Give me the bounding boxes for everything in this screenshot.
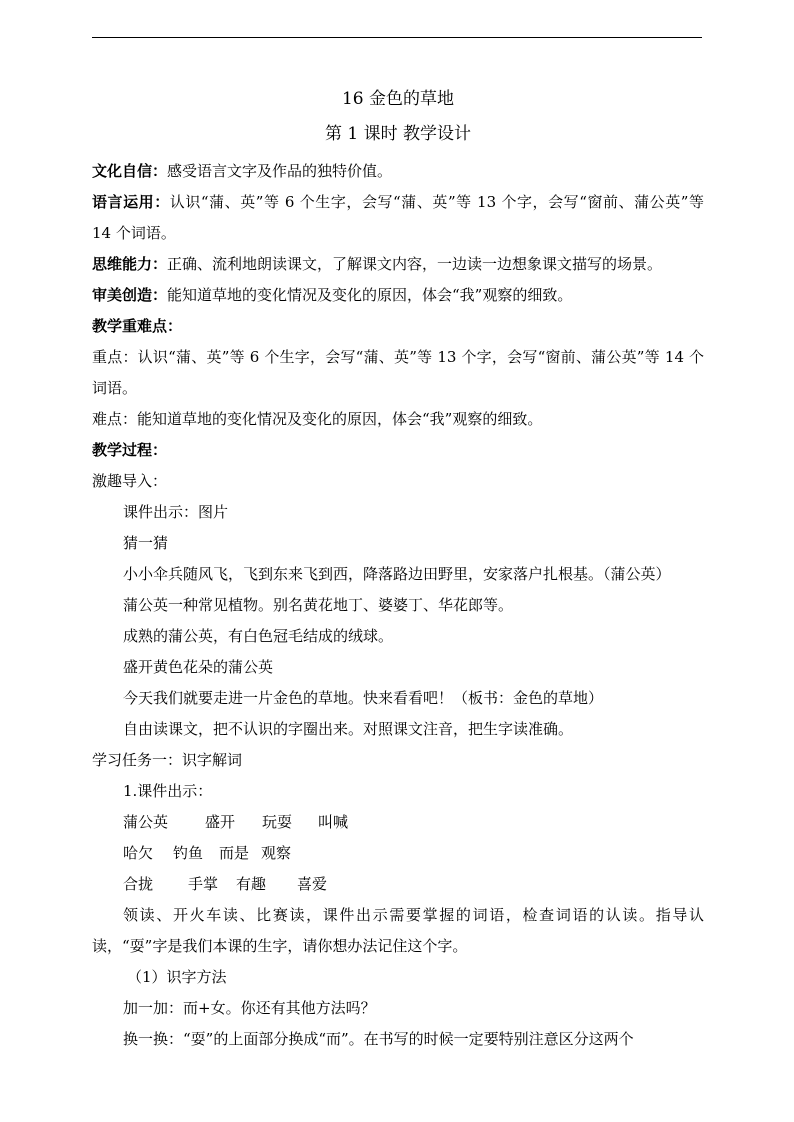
intro-line: 自由读课文，把不认识的字圈出来。对照课文注音，把生字读准确。 — [123, 720, 574, 738]
header-rule — [92, 37, 702, 38]
intro-line: 成熟的蒲公英，有白色冠毛结成的绒球。 — [123, 627, 394, 645]
intro-line: 今天我们就要走进一片金色的草地。快来看看吧！（板书：金色的草地） — [123, 689, 604, 707]
goal-text: 认识“蒲、英”等 6 个生字，会写“蒲、英”等 13 个字，会写“窗前、蒲公英”等 14 个词语。 — [92, 193, 704, 242]
task1-intro: 1.课件出示： — [123, 782, 213, 800]
process-heading: 教学过程： — [92, 441, 168, 459]
goal-culture — [92, 156, 704, 187]
vocab-word: 钓鱼 — [173, 844, 204, 862]
intro-line: 盛开黄色花朵的蒲公英 — [123, 658, 274, 676]
intro-line: 课件出示：图片 — [123, 503, 229, 521]
document-subtitle: 第 1 课时 教学设计 — [324, 124, 472, 144]
method-heading: （1）识字方法 — [127, 968, 227, 986]
intro-line: 蒲公英一种常见植物。别名黄花地丁、婆婆丁、华花郎等。 — [123, 596, 514, 614]
vocab-word: 盛开 — [205, 813, 236, 831]
vocab-word: 玩耍 — [262, 813, 293, 831]
document-title: 16 金色的草地 — [341, 89, 455, 109]
intro-heading: 激趣导入： — [92, 472, 168, 490]
vocab-word: 哈欠 — [123, 844, 154, 862]
goal-aesthetic — [92, 280, 704, 311]
word-row — [92, 807, 704, 838]
goal-label: 思维能力： — [92, 255, 168, 273]
goal-label: 文化自信： — [92, 162, 168, 180]
intro-line: 猜一猜 — [123, 534, 169, 552]
goal-thinking — [92, 249, 704, 280]
guide-paragraph: 领读、开火车读、比赛读，课件出示需要掌握的词语，检查词语的认读。指导认读，“耍”字是我们本课的生字，请你想办法记住这个字。 — [92, 906, 704, 955]
word-row — [92, 869, 704, 900]
vocab-word: 而是 — [219, 844, 250, 862]
goal-language — [92, 187, 704, 249]
key-points-heading: 教学重难点： — [92, 317, 183, 335]
vocab-word: 叫喊 — [318, 813, 349, 831]
goal-label: 审美创造： — [92, 286, 168, 304]
vocab-word: 有趣 — [236, 875, 267, 893]
key-point-difficulty: 难点：能知道草地的变化情况及变化的原因，体会“我”观察的细致。 — [92, 410, 543, 428]
vocab-word: 手掌 — [188, 875, 219, 893]
goal-text: 能知道草地的变化情况及变化的原因，体会“我”观察的细致。 — [167, 286, 573, 304]
key-point-focus: 重点：认识“蒲、英”等 6 个生字，会写“蒲、英”等 13 个字，会写“窗前、蒲公英”等 14 个词语。 — [92, 348, 704, 397]
goal-text: 正确、流利地朗读课文，了解课文内容，一边读一边想象课文描写的场景。 — [167, 255, 663, 273]
vocab-word: 喜爱 — [297, 875, 328, 893]
goal-text: 感受语言文字及作品的独特价值。 — [167, 162, 393, 180]
method-line: 加一加：而+女。你还有其他方法吗？ — [123, 999, 376, 1017]
document-body — [92, 84, 704, 1055]
intro-line: 小小伞兵随风飞，飞到东来飞到西，降落路边田野里，安家落户扎根基。（蒲公英） — [123, 565, 671, 583]
method-line: 换一换：“耍”的上面部分换成“而”。在书写的时候一定要特别注意区分这两个 — [123, 1030, 634, 1048]
vocab-word: 合拢 — [123, 875, 154, 893]
vocab-word: 蒲公英 — [123, 813, 169, 831]
vocab-word: 观察 — [261, 844, 292, 862]
word-row — [92, 838, 704, 869]
goal-label: 语言运用： — [92, 193, 170, 211]
task1-heading: 学习任务一：识字解词 — [92, 751, 243, 769]
